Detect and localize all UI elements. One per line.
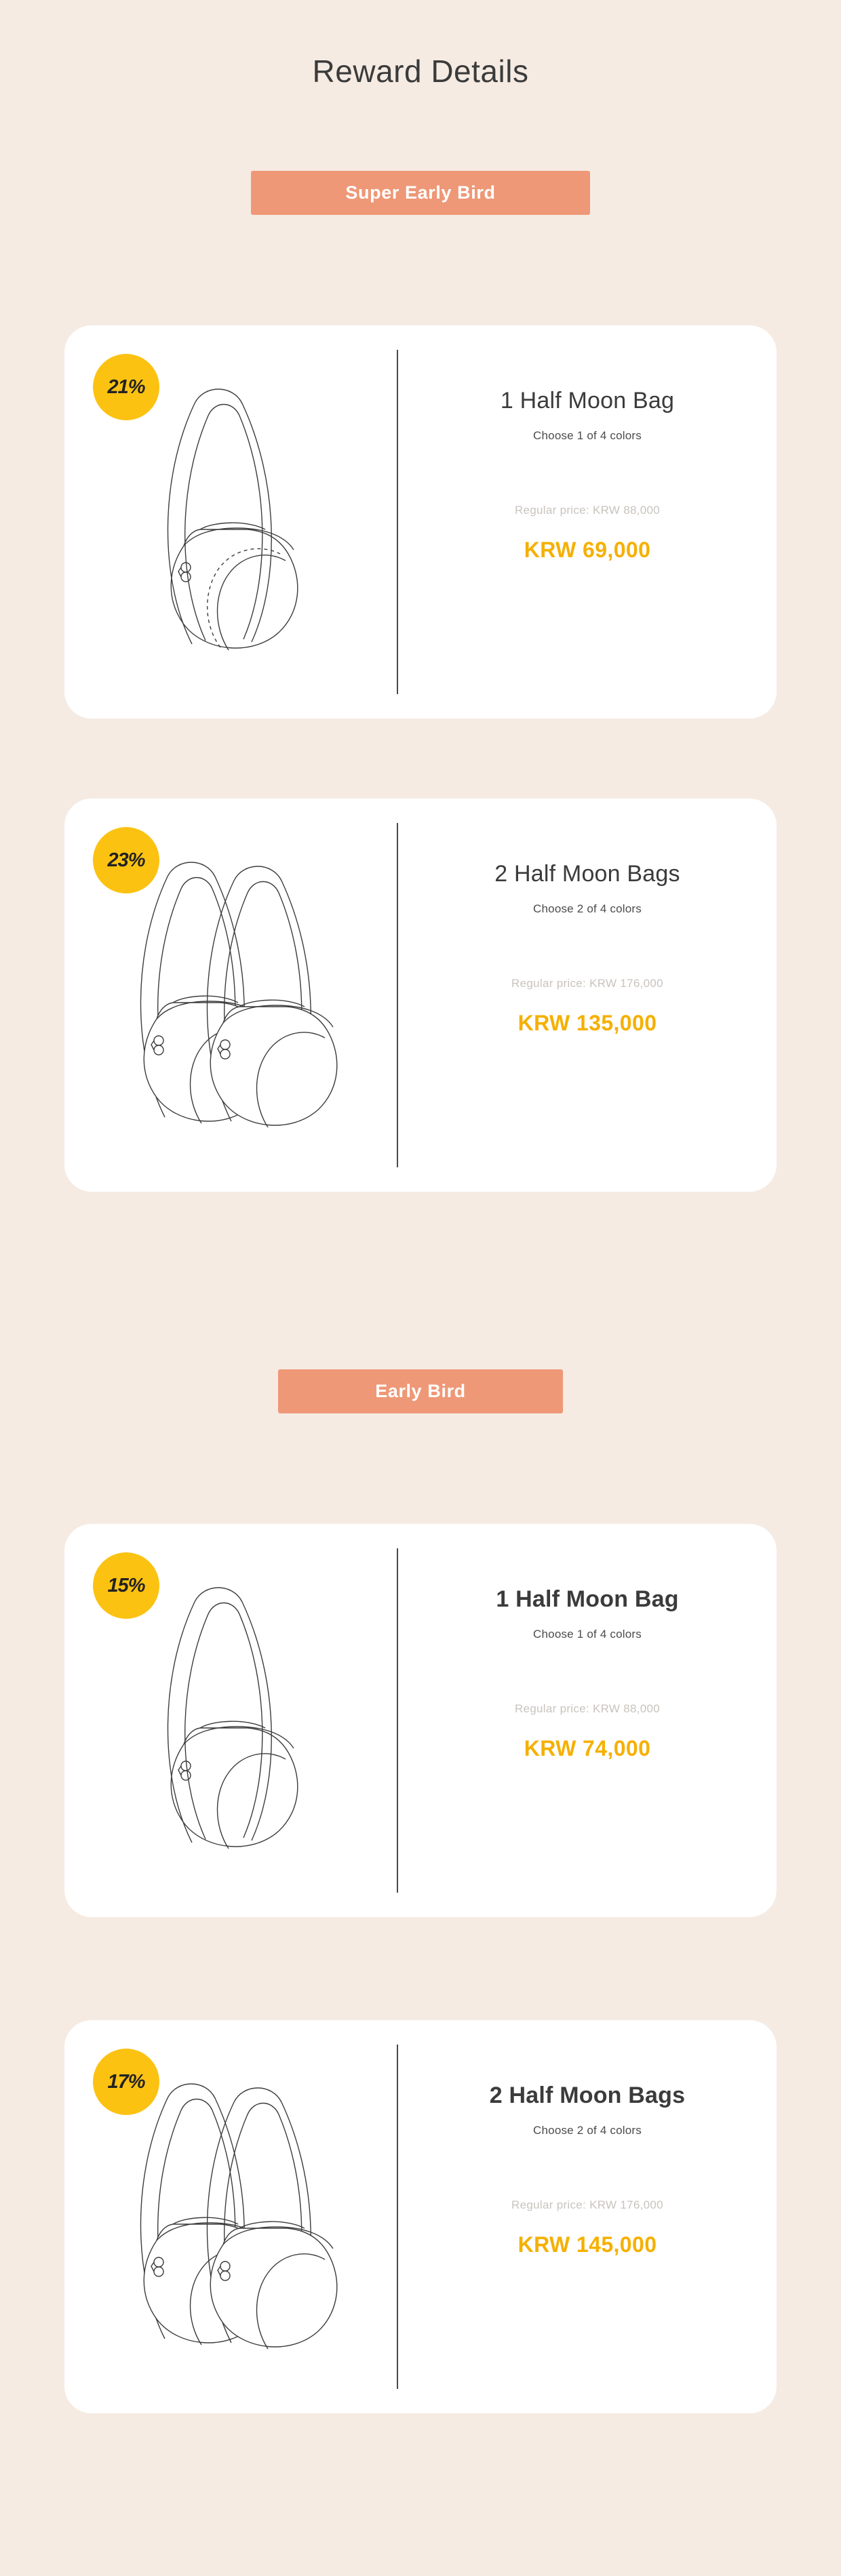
reward-card[interactable] [64, 799, 777, 1192]
reward-card[interactable] [64, 1524, 777, 1917]
regular-price: Regular price: KRW 176,000 [511, 2198, 663, 2211]
regular-price: Regular price: KRW 176,000 [511, 977, 663, 990]
reward-subtitle: Choose 1 of 4 colors [533, 1628, 642, 1641]
reward-info [398, 325, 777, 719]
reward-card-wrapper-3 [0, 1524, 841, 1917]
reward-card-wrapper-4 [0, 2020, 841, 2413]
reward-title: 1 Half Moon Bag [496, 1586, 679, 1612]
reward-card-wrapper-2 [0, 799, 841, 1192]
sale-price: KRW 135,000 [517, 1011, 657, 1035]
reward-subtitle: Choose 1 of 4 colors [533, 429, 642, 442]
regular-price: Regular price: KRW 88,000 [514, 504, 661, 517]
reward-card[interactable] [64, 2020, 777, 2413]
tier-badge-super-early-bird: Super Early Bird [251, 171, 590, 215]
tier-badge-early-bird-row [0, 1369, 841, 1413]
sale-price: KRW 69,000 [524, 538, 651, 562]
reward-card[interactable] [64, 325, 777, 719]
reward-subtitle: Choose 2 of 4 colors [533, 2124, 642, 2137]
reward-info [398, 799, 777, 1192]
sale-price: KRW 74,000 [524, 1736, 651, 1760]
tier-badge-early-bird: Early Bird [278, 1369, 563, 1413]
tier-badge-super-early-bird-row [0, 171, 841, 215]
reward-title: 2 Half Moon Bags [489, 2082, 686, 2108]
reward-title: 2 Half Moon Bags [494, 861, 680, 887]
discount-badge: 15% [93, 1552, 159, 1619]
page-title: Reward Details [312, 54, 529, 89]
reward-info [398, 1524, 777, 1917]
regular-price: Regular price: KRW 88,000 [514, 1702, 661, 1715]
reward-title: 1 Half Moon Bag [500, 388, 675, 414]
discount-badge: 17% [93, 2049, 159, 2115]
sale-price: KRW 145,000 [517, 2232, 657, 2257]
discount-badge: 23% [93, 827, 159, 893]
reward-info [398, 2020, 777, 2413]
reward-subtitle: Choose 2 of 4 colors [533, 902, 642, 915]
discount-badge: 21% [93, 354, 159, 420]
reward-card-wrapper-1 [0, 325, 841, 719]
